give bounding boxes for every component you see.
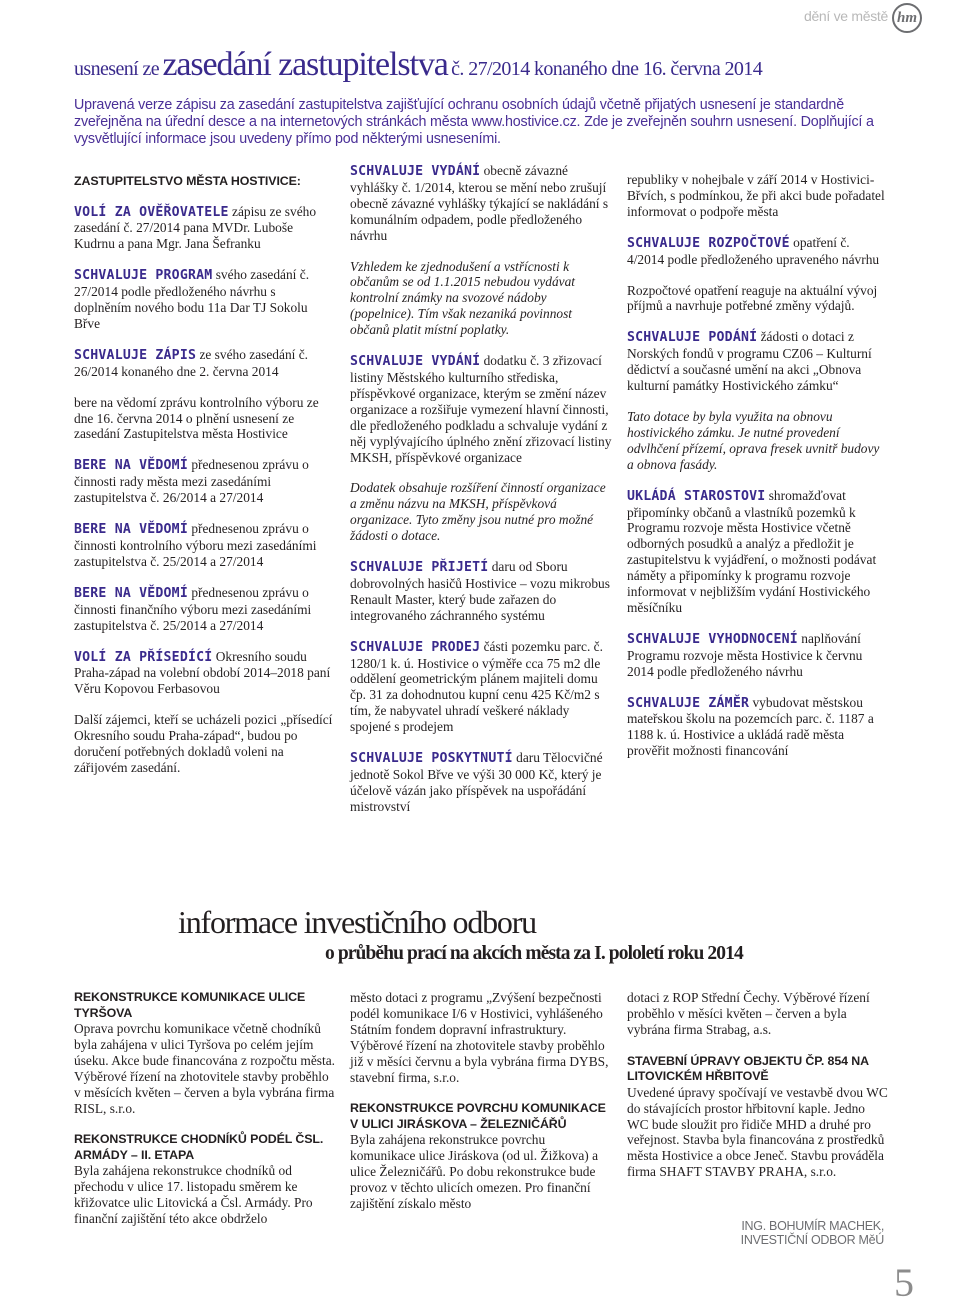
resolutions-column-2 [350, 163, 612, 830]
resolution-explanation: Vzhledem ke zjednodušení a vstřícnosti k občanům se od 1.1.2015 nebudou vydávat kontrolní známky na svozové nádoby (popelnice). Tím však nezaniká povinnost občanů platit místní poplatky. [350, 258, 575, 338]
resolution-item: SCHVALUJE VYDÁNÍ dodatku č. 3 zřizovací listiny Městského kulturního střediska, příspěvkové organizace, kterým se změní název organizace a rozšiřuje vymezení hlavní činnosti, dle předloženého podkladu a schvaluje vydání z něj vyplývajícího úplného znění zřizovací listiny MKSH, příspěvkové organizace [350, 353, 612, 465]
project-text: město dotaci z programu „Zvýšení bezpečnosti podél komunikace I/6 v Hostivici, vyhlášeného Státním fondem dopravní infrastruktury. Výběrové řízení na zhotovitele stavby proběhlo již v měsíci červnu a byla vybrána firma DYBS, stavební firma, s.r.o. [350, 990, 609, 1085]
title-part-2: zasedání zastupitelstva [162, 46, 448, 83]
resolution-item: VOLÍ ZA OVĚŘOVATELE zápisu ze svého zasedání č. 27/2014 pana MVDr. Luboše Kudrnu a pana Mgr. Jana Šefranku [74, 203, 317, 252]
resolution-item: VOLÍ ZA PŘÍSEDÍCÍ Okresního soudu Praha-západ na volební období 2014–2018 paní Věru Kopovou Ferbasovou [74, 648, 331, 697]
project-text: Uvedené úpravy spočívají ve vestavbě dvou WC do stávajících prostor hřbitovní kaple. Jedno WC bude sloužit pro řidiče MHD a druhé pro veřejnost. Stavba byla financována z prostředků města Hostivice a obce Jeneč. Stavbu prováděla firma SHAFT STAVBY PRAHA, s.r.o. [627, 1084, 888, 1180]
resolution-item: bere na vědomí zprávu kontrolního výboru ze dne 16. června 2014 o plnění usnesení ze zasedání Zastupitelstva města Hostivice [74, 394, 319, 442]
investment-column-1 [74, 990, 336, 1227]
author-signature [741, 1219, 884, 1247]
resolution-item: BERE NA VĚDOMÍ přednesenou zprávu o činnosti finančního výboru mezi zasedáními zastupitelstva č. 25/2014 a 27/2014 [74, 584, 312, 633]
investment-title: informace investičního odboru [178, 904, 536, 940]
resolution-item: SCHVALUJE PRODEJ části pozemku parc. č. 1280/1 k. ú. Hostivice o výměře cca 75 m2 dle oddělení geometrickým plánem majiteli domu čp. 31 za dohodnutou kupní cenu 425 Kč/m2 s tím, že nabyvatel uhradí veškeré náklady spojené s prodejem [350, 638, 603, 735]
investment-column-2 [350, 990, 612, 1212]
resolution-item: SCHVALUJE ZÁPIS ze svého zasedání č. 26/2014 konaného dne 2. června 2014 [74, 346, 308, 379]
author-name: ING. BOHUMÍR MACHEK, [741, 1219, 884, 1233]
project-heading: REKONSTRUKCE CHODNÍKŮ PODÉL ČSL. ARMÁDY – II. ETAPA [74, 1132, 324, 1162]
resolution-continuation: republiky v nohejbale v září 2014 v Hostivici-Břvích, s podmínkou, že při akci bude pořadatel informovat o podpoře města [627, 172, 885, 219]
resolutions-column-3 [627, 172, 889, 774]
resolutions-title [74, 48, 762, 82]
resolution-note: Další zájemci, kteří se ucházeli pozici „přísedící Okresního soudu Praha-západ“, budou po doručení potřebných dokladů voleni na zářijovém zasedání. [74, 712, 333, 775]
project-text: Byla zahájena rekonstrukce chodníků od přechodu v ulice 17. listopadu směrem ke křižovatce ulic Litovická a Čsl. Armády. Pro finanční zajištění této akce obdrželo [74, 1163, 313, 1227]
title-part-3: č. 27/2014 konaného dne 16. června 2014 [451, 58, 763, 80]
resolution-item: SCHVALUJE ROZPOČTOVÉ opatření č. 4/2014 podle předloženého upraveného návrhu [627, 234, 880, 267]
resolution-item: SCHVALUJE ZÁMĚR vybudovat městskou mateřskou školu na pozemcích parc. č. 1187 a 1188 k. ú. Hostivice a ukládá radě města prověřit možnosti financování [627, 694, 874, 759]
project-text: Oprava povrchu komunikace včetně chodníků byla zahájena v ulici Tyršova po celém jejím úseku. Akce bude financována z rozpočtu města. Výběrové řízení na zhotovitele stavby proběhlo v měsících květen – červen a byla vybrána firma RISL, s.r.o. [74, 1021, 336, 1116]
resolution-item: SCHVALUJE VYHODNOCENÍ naplňování Programu rozvoje města Hostivice k červnu 2014 podle předloženého návrhu [627, 630, 863, 679]
resolution-explanation: Tato dotace by byla využita na obnovu hostivického zámku. Je nutné provedení odvlhčení přízemí, oprava fresek uvnitř budovy a obnova fasády. [627, 408, 880, 472]
project-heading: REKONSTRUKCE POVRCHU KOMUNIKACE V ULICI JIRÁSKOVA – ŽELEZNIČÁŘŮ [350, 1101, 606, 1131]
resolution-item: UKLÁDÁ STAROSTOVI shromažďovat připomínky občanů a vlastníků pozemků k Programu rozvoje města Hostivice včetně odborných posudků a analýz a předložit je zastupitelstvu k vyjádření, o možnosti podávat náměty a připomínky k programu rozvoje informovat v nejbližším vydání Hostivického měsíčníku [627, 487, 877, 615]
resolution-item: SCHVALUJE PROGRAM svého zasedání č. 27/2014 podle předloženého návrhu s doplněním nového bodu 11a Dar TJ Sokolu Břve [74, 267, 310, 331]
resolution-explanation: Rozpočtové opatření reaguje na aktuální vývoj příjmů a navrhuje potřebné změny výdajů. [627, 282, 878, 314]
page-number: 5 [894, 1260, 914, 1305]
title-part-1: usnesení ze [74, 58, 160, 80]
council-heading: ZASTUPITELSTVO MĚSTA HOSTIVICE: [74, 174, 301, 188]
project-heading: STAVEBNÍ ÚPRAVY OBJEKTU ČP. 854 NA LITOVICKÉM HŘBITOVĚ [627, 1053, 869, 1084]
project-text: dotaci z ROP Střední Čechy. Výběrové řízení proběhlo v měsíci květen – červen a byla vybrána firma Strabag, a.s. [627, 990, 870, 1037]
resolution-explanation: Dodatek obsahuje rozšíření činností organizace a změnu názvu na MKSH, příspěvková organizace. Tyto změny jsou nutné pro možné žádosti o dotace. [350, 480, 606, 544]
project-text: Byla zahájena rekonstrukce povrchu komunikace ulice Jiráskova (od ul. Žižkova) a ulice Železničářů. Po dobu rekonstrukce bude provoz v těchto ulicích omezen. Pro finanční zajištění získalo město [350, 1132, 599, 1212]
resolution-item: SCHVALUJE PODÁNÍ žádosti o dotaci z Norských fondů v programu CZ06 – Kulturní dědictví a současné umění na akci „Obnova kulturní památky Hostivického zámku“ [627, 329, 872, 394]
project-heading: REKONSTRUKCE KOMUNIKACE ULICE TYRŠOVA [74, 990, 306, 1020]
resolution-item: BERE NA VĚDOMÍ přednesenou zprávu o činnosti rady města mezi zasedáními zastupitelstva č. 26/2014 a 27/2014 [74, 457, 309, 506]
hm-logo: hm [892, 3, 922, 33]
resolution-item: SCHVALUJE VYDÁNÍ obecně závazné vyhlášky č. 1/2014, kterou se mění nebo zrušují obecně závazné vyhlášky týkající se nakládání s komunálním odpadem, podle předloženého návrhu [350, 163, 609, 243]
author-role: INVESTIČNÍ ODBOR MěÚ [740, 1233, 884, 1247]
resolution-item: BERE NA VĚDOMÍ přednesenou zprávu o činnosti kontrolního výboru mezi zasedáními zastupitelstva č. 25/2014 a 27/2014 [74, 521, 317, 569]
intro-text: Upravená verze zápisu za zasedání zastupitelstva zajišťující ochranu osobních údajů včetně přijatých usnesení je standardně zveřejněna na úřední desce a na internetových stránkách města www.hostivice.cz. Zde je zveřejněn souhrn usnesení. Doplňující a vysvětlující informace jsou uvedeny přímo pod některými usneseními. [74, 97, 874, 147]
resolution-item: SCHVALUJE PŘIJETÍ daru od Sboru dobrovolných hasičů Hostivice – vozu mikrobus Renault Master, který bude zařazen do integrovaného záchranného systému [350, 559, 610, 623]
resolutions-column-1 [74, 174, 336, 791]
resolution-item: SCHVALUJE POSKYTNUTÍ daru Tělocvičné jednotě Sokol Břve ve výši 30 000 Kč, který je účelově vázán jako příspěvek na uspořádání mistrovství [350, 750, 603, 814]
investment-subtitle: o průběhu prací na akcích města za I. pololetí roku 2014 [325, 943, 743, 964]
section-tag: dění ve městě [803, 8, 888, 24]
investment-column-3 [627, 990, 889, 1180]
